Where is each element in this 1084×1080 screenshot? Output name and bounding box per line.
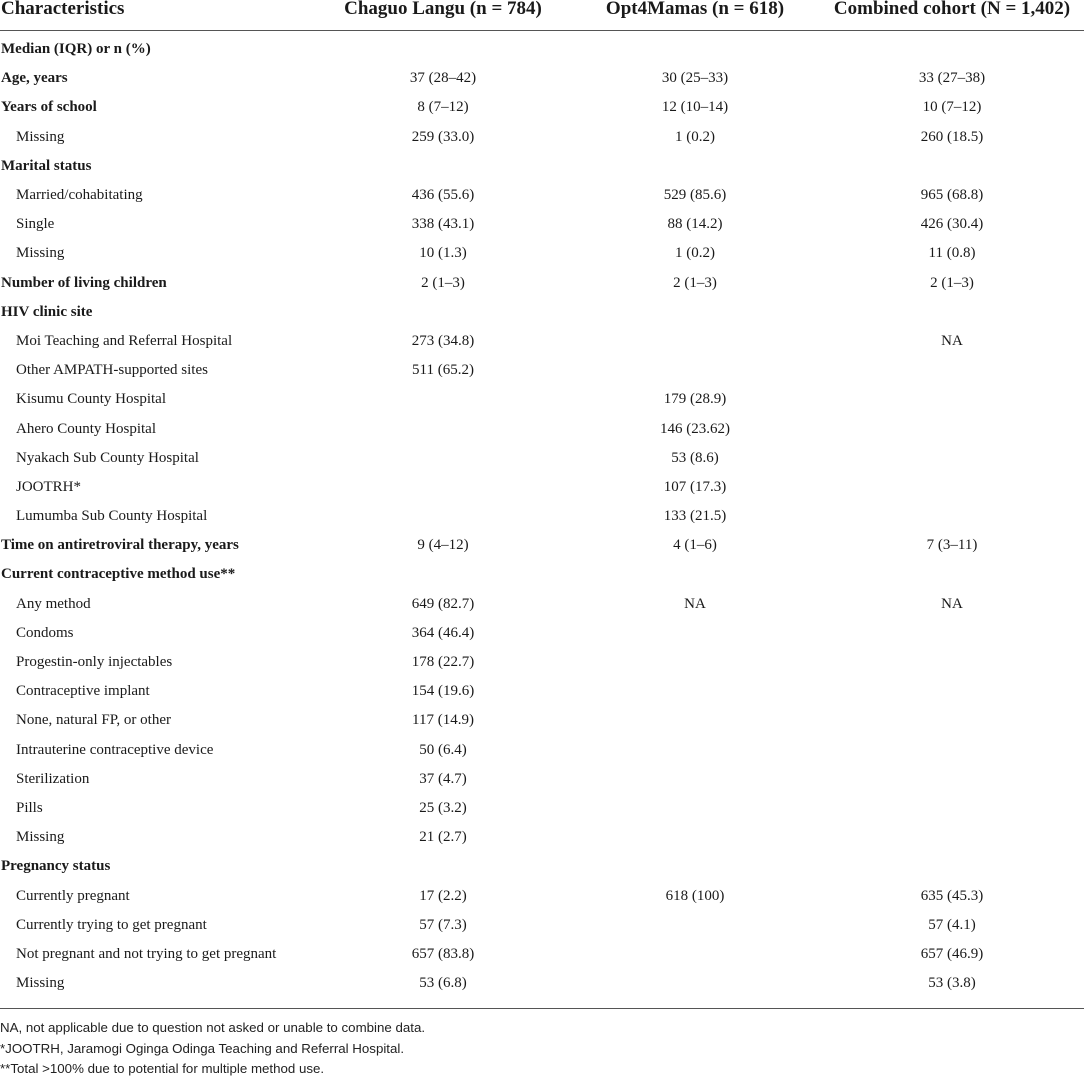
cell-chaguo-langu: 50 (6.4) [419, 741, 467, 758]
cell-combined-cohort: 7 (3–11) [926, 537, 978, 554]
cell-opt4mamas [570, 706, 820, 735]
cell-chaguo-langu [316, 31, 570, 65]
cell-opt4mamas [570, 648, 820, 677]
cell-opt4mamas: 12 (10–14) [661, 99, 729, 116]
table-row [0, 444, 1084, 473]
cell-combined-cohort: 260 (18.5) [920, 128, 984, 145]
table-header-row [0, 0, 1084, 31]
row-label: Age, years [1, 70, 68, 87]
row-label: Missing [16, 975, 65, 992]
row-label: Nyakach Sub County Hospital [16, 449, 199, 466]
cell-chaguo-langu: 37 (4.7) [419, 770, 467, 787]
row-label: HIV clinic site [1, 303, 93, 320]
cell-chaguo-langu [316, 473, 570, 502]
header-combined-cohort-n: (N = 1,402) [980, 0, 1071, 19]
table-row [0, 181, 1084, 210]
row-label: Current contraceptive method use** [1, 566, 236, 583]
cell-opt4mamas: 529 (85.6) [663, 187, 727, 204]
cell-chaguo-langu: 9 (4–12) [417, 537, 469, 554]
cell-combined-cohort: 965 (68.8) [920, 187, 984, 204]
cell-opt4mamas: 133 (21.5) [663, 508, 727, 525]
cell-combined-cohort [820, 298, 1084, 327]
cell-opt4mamas: 1 (0.2) [675, 245, 715, 262]
row-label: Missing [16, 245, 65, 262]
row-label: Ahero County Hospital [16, 420, 156, 437]
cell-chaguo-langu [316, 152, 570, 181]
cell-opt4mamas [570, 911, 820, 940]
cell-opt4mamas [570, 794, 820, 823]
table-row [0, 473, 1084, 502]
cell-combined-cohort [820, 152, 1084, 181]
cell-chaguo-langu [316, 852, 570, 881]
row-label: Time on antiretroviral therapy, years [1, 537, 239, 554]
footnote-jootrh: *JOOTRH, Jaramogi Oginga Odinga Teaching and Referral Hospital. [0, 1040, 405, 1056]
cell-opt4mamas [570, 969, 820, 998]
cell-opt4mamas [570, 327, 820, 356]
cell-chaguo-langu [316, 502, 570, 531]
table-row [0, 356, 1084, 385]
table-row [0, 269, 1084, 298]
cell-chaguo-langu: 178 (22.7) [411, 654, 475, 671]
cell-combined-cohort [820, 502, 1084, 531]
cell-combined-cohort [820, 31, 1084, 65]
cell-chaguo-langu: 25 (3.2) [419, 799, 467, 816]
row-label: Years of school [1, 99, 97, 116]
table-row [0, 502, 1084, 531]
table-row [0, 385, 1084, 414]
cell-combined-cohort: NA [941, 332, 963, 349]
table-row [0, 619, 1084, 648]
row-label: Marital status [1, 157, 92, 174]
cell-combined-cohort [820, 619, 1084, 648]
cell-opt4mamas [570, 852, 820, 881]
table-row [0, 823, 1084, 852]
cell-opt4mamas: 179 (28.9) [663, 391, 727, 408]
cell-opt4mamas [570, 298, 820, 327]
table-row [0, 93, 1084, 122]
cell-chaguo-langu: 17 (2.2) [419, 887, 467, 904]
cell-combined-cohort: 11 (0.8) [928, 245, 976, 262]
cell-combined-cohort [820, 385, 1084, 414]
table-row [0, 765, 1084, 794]
cell-opt4mamas [570, 152, 820, 181]
cell-opt4mamas: 146 (23.62) [660, 420, 730, 437]
table-row [0, 911, 1084, 940]
cell-chaguo-langu: 273 (34.8) [411, 332, 475, 349]
cell-combined-cohort [820, 765, 1084, 794]
cell-opt4mamas [570, 940, 820, 969]
table-row [0, 210, 1084, 239]
cell-chaguo-langu [316, 560, 570, 589]
header-characteristics: Characteristics [1, 0, 125, 19]
cell-opt4mamas [570, 823, 820, 852]
cell-chaguo-langu: 338 (43.1) [411, 216, 475, 233]
cell-combined-cohort [820, 356, 1084, 385]
table-row [0, 706, 1084, 735]
cell-opt4mamas [570, 356, 820, 385]
row-label: Condoms [16, 624, 74, 641]
table-row [0, 852, 1084, 881]
cell-combined-cohort: 2 (1–3) [930, 274, 974, 291]
row-label: JOOTRH* [16, 478, 82, 495]
cell-opt4mamas: NA [684, 595, 706, 612]
table-row [0, 881, 1084, 910]
row-label: Median (IQR) or n (%) [1, 41, 151, 58]
row-label: Missing [16, 128, 65, 145]
row-label: Any method [16, 595, 91, 612]
cell-combined-cohort [820, 473, 1084, 502]
row-label: Number of living children [1, 274, 167, 291]
cell-combined-cohort [820, 648, 1084, 677]
cell-combined-cohort [820, 414, 1084, 443]
cell-opt4mamas: 88 (14.2) [667, 216, 723, 233]
cell-chaguo-langu: 259 (33.0) [411, 128, 475, 145]
header-chaguo-langu [316, 0, 570, 31]
row-label: Currently pregnant [16, 887, 130, 904]
cell-combined-cohort: 635 (45.3) [920, 887, 984, 904]
table-row [0, 677, 1084, 706]
cell-combined-cohort: 426 (30.4) [920, 216, 984, 233]
row-label: Missing [16, 829, 65, 846]
row-label: Married/cohabitating [16, 187, 143, 204]
cell-combined-cohort: NA [941, 595, 963, 612]
cell-combined-cohort: 57 (4.1) [928, 916, 976, 933]
cell-chaguo-langu: 657 (83.8) [411, 945, 475, 962]
table-row [0, 590, 1084, 619]
header-combined-cohort [820, 0, 1084, 31]
cell-combined-cohort [820, 706, 1084, 735]
table-row [0, 940, 1084, 969]
cell-combined-cohort: 10 (7–12) [922, 99, 982, 116]
header-opt4mamas-n: (n = 618) [712, 0, 785, 19]
row-label: Intrauterine contraceptive device [16, 741, 214, 758]
cell-opt4mamas [570, 677, 820, 706]
cell-opt4mamas: 30 (25–33) [661, 70, 729, 87]
row-label: Pills [16, 799, 43, 816]
table-bottom-rule [0, 1008, 1084, 1009]
cell-opt4mamas [570, 765, 820, 794]
cell-combined-cohort [820, 736, 1084, 765]
table-row [0, 969, 1084, 998]
cell-opt4mamas [570, 736, 820, 765]
cell-combined-cohort [820, 852, 1084, 881]
cell-combined-cohort [820, 823, 1084, 852]
row-label: None, natural FP, or other [16, 712, 171, 729]
row-label: Lumumba Sub County Hospital [16, 508, 208, 525]
cell-combined-cohort [820, 560, 1084, 589]
cell-opt4mamas: 107 (17.3) [663, 478, 727, 495]
table-row [0, 414, 1084, 443]
row-label: Sterilization [16, 770, 90, 787]
table-row [0, 560, 1084, 589]
row-label: Contraceptive implant [16, 683, 150, 700]
cell-opt4mamas: 1 (0.2) [675, 128, 715, 145]
table-row [0, 298, 1084, 327]
cell-opt4mamas [570, 619, 820, 648]
row-label: Other AMPATH-supported sites [16, 362, 208, 379]
cell-chaguo-langu: 21 (2.7) [419, 829, 467, 846]
cell-chaguo-langu: 10 (1.3) [419, 245, 467, 262]
table-footnotes [0, 1018, 425, 1080]
header-opt4mamas-name: Opt4Mamas [605, 0, 708, 19]
table-row [0, 123, 1084, 152]
table-row [0, 648, 1084, 677]
table-row [0, 327, 1084, 356]
table-row [0, 64, 1084, 93]
table-row [0, 794, 1084, 823]
table-row [0, 152, 1084, 181]
cell-opt4mamas: 4 (1–6) [673, 537, 717, 554]
cell-opt4mamas: 53 (8.6) [671, 449, 719, 466]
row-label: Single [16, 216, 55, 233]
header-opt4mamas [570, 0, 820, 31]
cell-combined-cohort [820, 677, 1084, 706]
table-row [0, 736, 1084, 765]
cell-chaguo-langu: 649 (82.7) [411, 595, 475, 612]
cell-chaguo-langu: 154 (19.6) [411, 683, 475, 700]
cell-opt4mamas: 618 (100) [665, 887, 725, 904]
header-chaguo-langu-name: Chaguo Langu [344, 0, 466, 19]
table-row [0, 531, 1084, 560]
header-chaguo-langu-n: (n = 784) [469, 0, 542, 19]
cell-chaguo-langu [316, 444, 570, 473]
row-label: Moi Teaching and Referral Hospital [16, 332, 233, 349]
cell-combined-cohort: 657 (46.9) [920, 945, 984, 962]
cell-chaguo-langu: 8 (7–12) [417, 99, 469, 116]
footnote-total: **Total >100% due to potential for multiple method use. [0, 1061, 325, 1076]
cell-opt4mamas [570, 31, 820, 65]
cell-chaguo-langu [316, 414, 570, 443]
cell-combined-cohort [820, 444, 1084, 473]
row-label: Kisumu County Hospital [16, 391, 167, 408]
cell-chaguo-langu: 364 (46.4) [411, 624, 475, 641]
row-label: Not pregnant and not trying to get pregnant [16, 945, 277, 962]
cell-combined-cohort [820, 794, 1084, 823]
table-body [0, 31, 1084, 999]
table-row [0, 239, 1084, 268]
cell-opt4mamas [570, 560, 820, 589]
cell-chaguo-langu: 2 (1–3) [421, 274, 465, 291]
cell-chaguo-langu [316, 385, 570, 414]
cell-chaguo-langu: 53 (6.8) [419, 975, 467, 992]
cell-chaguo-langu: 37 (28–42) [409, 70, 477, 87]
cell-opt4mamas: 2 (1–3) [673, 274, 717, 291]
footnote-na: NA, not applicable due to question not asked or unable to combine data. [0, 1020, 426, 1035]
row-label: Currently trying to get pregnant [16, 916, 207, 933]
cell-chaguo-langu: 117 (14.9) [412, 712, 474, 729]
row-label: Progestin-only injectables [16, 654, 173, 671]
header-combined-cohort-name: Combined cohort [833, 0, 976, 19]
cell-chaguo-langu: 436 (55.6) [411, 187, 475, 204]
cell-chaguo-langu: 57 (7.3) [419, 916, 467, 933]
cell-combined-cohort: 33 (27–38) [918, 70, 986, 87]
table-row [0, 31, 1084, 65]
row-label: Pregnancy status [1, 858, 111, 875]
cell-combined-cohort: 53 (3.8) [928, 975, 976, 992]
cell-chaguo-langu [316, 298, 570, 327]
cell-chaguo-langu: 511 (65.2) [412, 362, 474, 379]
